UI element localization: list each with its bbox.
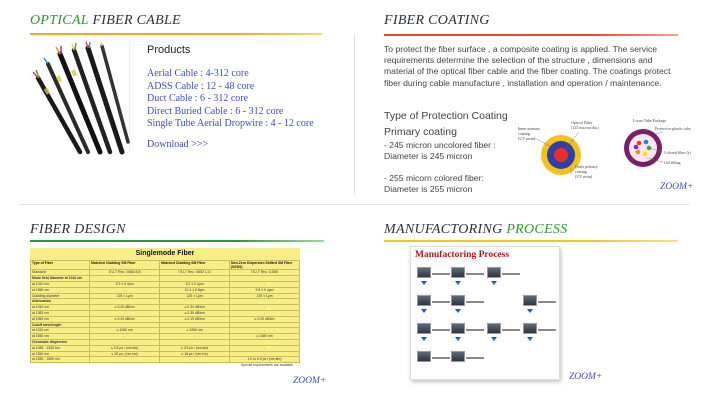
product-link[interactable]: Duct Cable : 6 - 312 core [147,93,249,105]
title-rest: FIBER CABLE [88,13,181,28]
title-rest: MANUFACTORING [384,222,507,237]
flow-arrow-icon [421,337,427,341]
process-step-caption [502,329,520,331]
table-cell: at 1550 nm [31,316,90,322]
flow-arrow-icon [455,337,461,341]
outer-label-3: (UV resin) [575,174,593,179]
process-step-caption [502,273,520,275]
products-heading: Products [147,44,191,56]
inner-label-1: Inner primary [518,126,541,131]
fiber-cable-image [30,42,130,152]
table-cell: at 1550 nm [31,287,90,293]
col-header: Type of Fiber [31,261,90,270]
table-cell: ≤ 0.34 dB/km [160,305,230,311]
flow-arrow-icon [491,281,497,285]
process-step-photo [451,351,465,362]
optical-fiber-cable-title [30,13,181,29]
process-step-caption [432,329,450,331]
title-underline [384,240,678,242]
tube-label-3: Gel filling [664,160,681,165]
table-cell: ≤ 0.30 dB/km [160,310,230,316]
manufacturing-process-poster[interactable] [410,246,560,380]
fiber-coating-title: FIBER COATING [384,13,490,28]
process-step-photo [451,267,465,278]
fiber-design-title: FIBER DESIGN [30,222,126,237]
coating-zoom-link[interactable]: ZOOM+ [660,182,694,192]
table-cell: ≤ 1480 nm [230,334,300,340]
singlemode-fiber-table[interactable] [30,248,300,368]
table-cell: at 1530 - 1565 nm [31,357,90,363]
table-cell: ≤ 1260 nm [90,328,160,334]
primary-coating-heading: Primary coating [384,126,457,138]
table-cell: at 1383 nm [31,310,90,316]
process-step-photo [417,295,431,306]
table-cell: - [230,282,300,288]
product-link[interactable]: Direct Buried Cable : 6 - 312 core [147,105,284,117]
process-step-photo [417,323,431,334]
table-cell: ≤ 0.40 dB/km [90,305,160,311]
table-cell: - [90,287,160,293]
flow-arrow-icon [421,281,427,285]
col-header: Non-Zero Dispersion Shifted SM Fiber (NZDS) [230,261,300,270]
table-cell: at 1310 nm [31,282,90,288]
table-cell: - [230,310,300,316]
table-cell: ≤ 0.25 dB/km [230,316,300,322]
table-cell: at 1310 nm [31,305,90,311]
process-step-caption [538,329,556,331]
process-step-photo [417,267,431,278]
title-highlight: OPTICAL [30,13,89,28]
table-cell: Cladding diameter [31,293,90,299]
table-cell: at 1550 nm [31,351,90,357]
process-step-caption [538,301,556,303]
flow-arrow-icon [455,281,461,285]
table-cell: ≤ 0.19 dB/km [160,316,230,322]
flow-arrow-icon [455,309,461,313]
table-cell: 125 ± 1μm [230,293,300,299]
flow-arrow-icon [491,337,497,341]
table-cell: ≤ 1260 nm [160,328,230,334]
tube-title: Loose Tube Package [633,118,667,123]
process-step-photo [417,351,431,362]
table-row [31,357,300,363]
table-cell: Attenuation [31,299,90,305]
outer-label-1: Outer primary [575,164,598,169]
manufactoring-process-title [384,222,568,238]
coating-item-245: - 245 micron uncolored fiber : Diameter is 245 micron [384,140,496,161]
table-cell: at 1285 - 1330 nm [31,345,90,351]
flow-arrow-icon [421,309,427,313]
table-note: Special requirements are available. [241,363,294,368]
title-underline [30,33,322,35]
process-step-caption [466,329,484,331]
table-cell: ≤ 3.5 ps / (nm.km) [160,345,230,351]
table-cell: - [90,310,160,316]
table-cell: 9.6 ± 0.4μm [230,287,300,293]
table-cell: - [230,305,300,311]
tube-label-1: Protective plastic tube [655,126,691,131]
table-cell: Mode field diameter at 1310 nm [31,276,90,282]
fiber-core [554,148,568,162]
title-underline [30,240,324,242]
process-step-photo [451,323,465,334]
flow-arrow-icon [527,337,533,341]
table-cell: - [90,357,160,363]
table-cell: - [160,357,230,363]
process-step-caption [466,273,484,275]
table-cell: ≤ 0.24 dB/km [90,316,160,322]
col-header: Matched Cladding SM Fiber [90,261,160,270]
tube-label-2: Colored fiber (s) [664,150,691,155]
coating-diagram [515,118,691,184]
process-step-photo [451,295,465,306]
outer-label-2: coating [575,169,587,174]
table-cell: ≤ 18 ps / (nm.km) [160,351,230,357]
process-step-caption [466,357,484,359]
download-link[interactable]: Download >>> [147,139,209,150]
process-step-caption [432,273,450,275]
spec-table [30,260,300,363]
table-cell: 125 ± 1μm [90,293,160,299]
col-header: Matched Cladding SM Fiber [160,261,230,270]
table-cell: at 1310 nm [31,328,90,334]
table-cell: - [230,345,300,351]
table-cell: ≤ 3.5 ps / (nm.km) [90,345,160,351]
process-step-photo [487,323,501,334]
inner-label-3: (UV resin) [518,136,536,141]
product-link[interactable]: ADSS Cable : 12 - 48 core [147,80,255,92]
fiber-label-2: (125 micron dia.) [571,125,599,130]
table-cell: 125 ± 1μm [160,293,230,299]
table-cell: Standard [31,270,90,276]
vertical-divider [354,34,355,194]
process-step-caption [432,301,450,303]
product-link[interactable]: Aerial Cable : 4-312 core [147,68,249,79]
flow-arrow-icon [527,309,533,313]
product-list [147,68,314,131]
gel-filling [629,134,657,162]
design-zoom-link[interactable]: ZOOM+ [293,376,327,386]
coating-item-255: - 255 micorn colored fiber: Diameter is 255 micron [384,173,484,194]
inner-label-2: coating [518,131,530,136]
coating-type-heading: Type of Protection Coating [384,110,508,122]
process-step-caption [466,301,484,303]
table-cell: ITU-T Rec. G652 C,D [160,270,230,276]
product-link[interactable]: Single Tube Aerial Dropwire : 4 - 12 core [147,118,314,130]
coating-description: To protect the fiber surface , a composite coating is applied. The service requirements determine the selection of the structure , dimensions and material of the optical fiber cable and the fiber coating. The coatings protect fiber during cable manufacture , installation and operation / maintenance. [384,44,671,88]
process-step-photo [523,323,537,334]
table-cell: 9.2 ± 0.4μm [90,282,160,288]
title-highlight: PROCESS [506,222,568,237]
process-step-caption [432,357,450,359]
table-cell: 1.0 to 6.0 ps / (nm.km) [230,357,300,363]
poster-title: Manufactoring Process [415,250,510,260]
table-cell: - [230,328,300,334]
table-cell: - [230,351,300,357]
fiber-label-1: Optical Fiber [571,120,593,125]
table-cell: 10.4 ± 0.8μm [160,287,230,293]
table-title: Singlemode Fiber [135,250,195,257]
title-underline [384,34,678,36]
process-step-photo [523,295,537,306]
table-cell: Chromatic dispersion [31,339,90,345]
table-cell: ITU-T Rec. G652 A,B [90,270,160,276]
table-cell: ITU-T Rec. G.655 [230,270,300,276]
table-cell: - [90,334,160,340]
table-cell: Cutoff wavelength [31,322,90,328]
table-cell: ≤ 18 ps / (nm.km) [90,351,160,357]
process-zoom-link[interactable]: ZOOM+ [569,372,603,382]
table-cell: at 1550 nm [31,334,90,340]
horizontal-divider [20,204,690,205]
process-step-photo [487,267,501,278]
table-cell: 9.2 ± 0.4μm [160,282,230,288]
table-cell: - [160,334,230,340]
